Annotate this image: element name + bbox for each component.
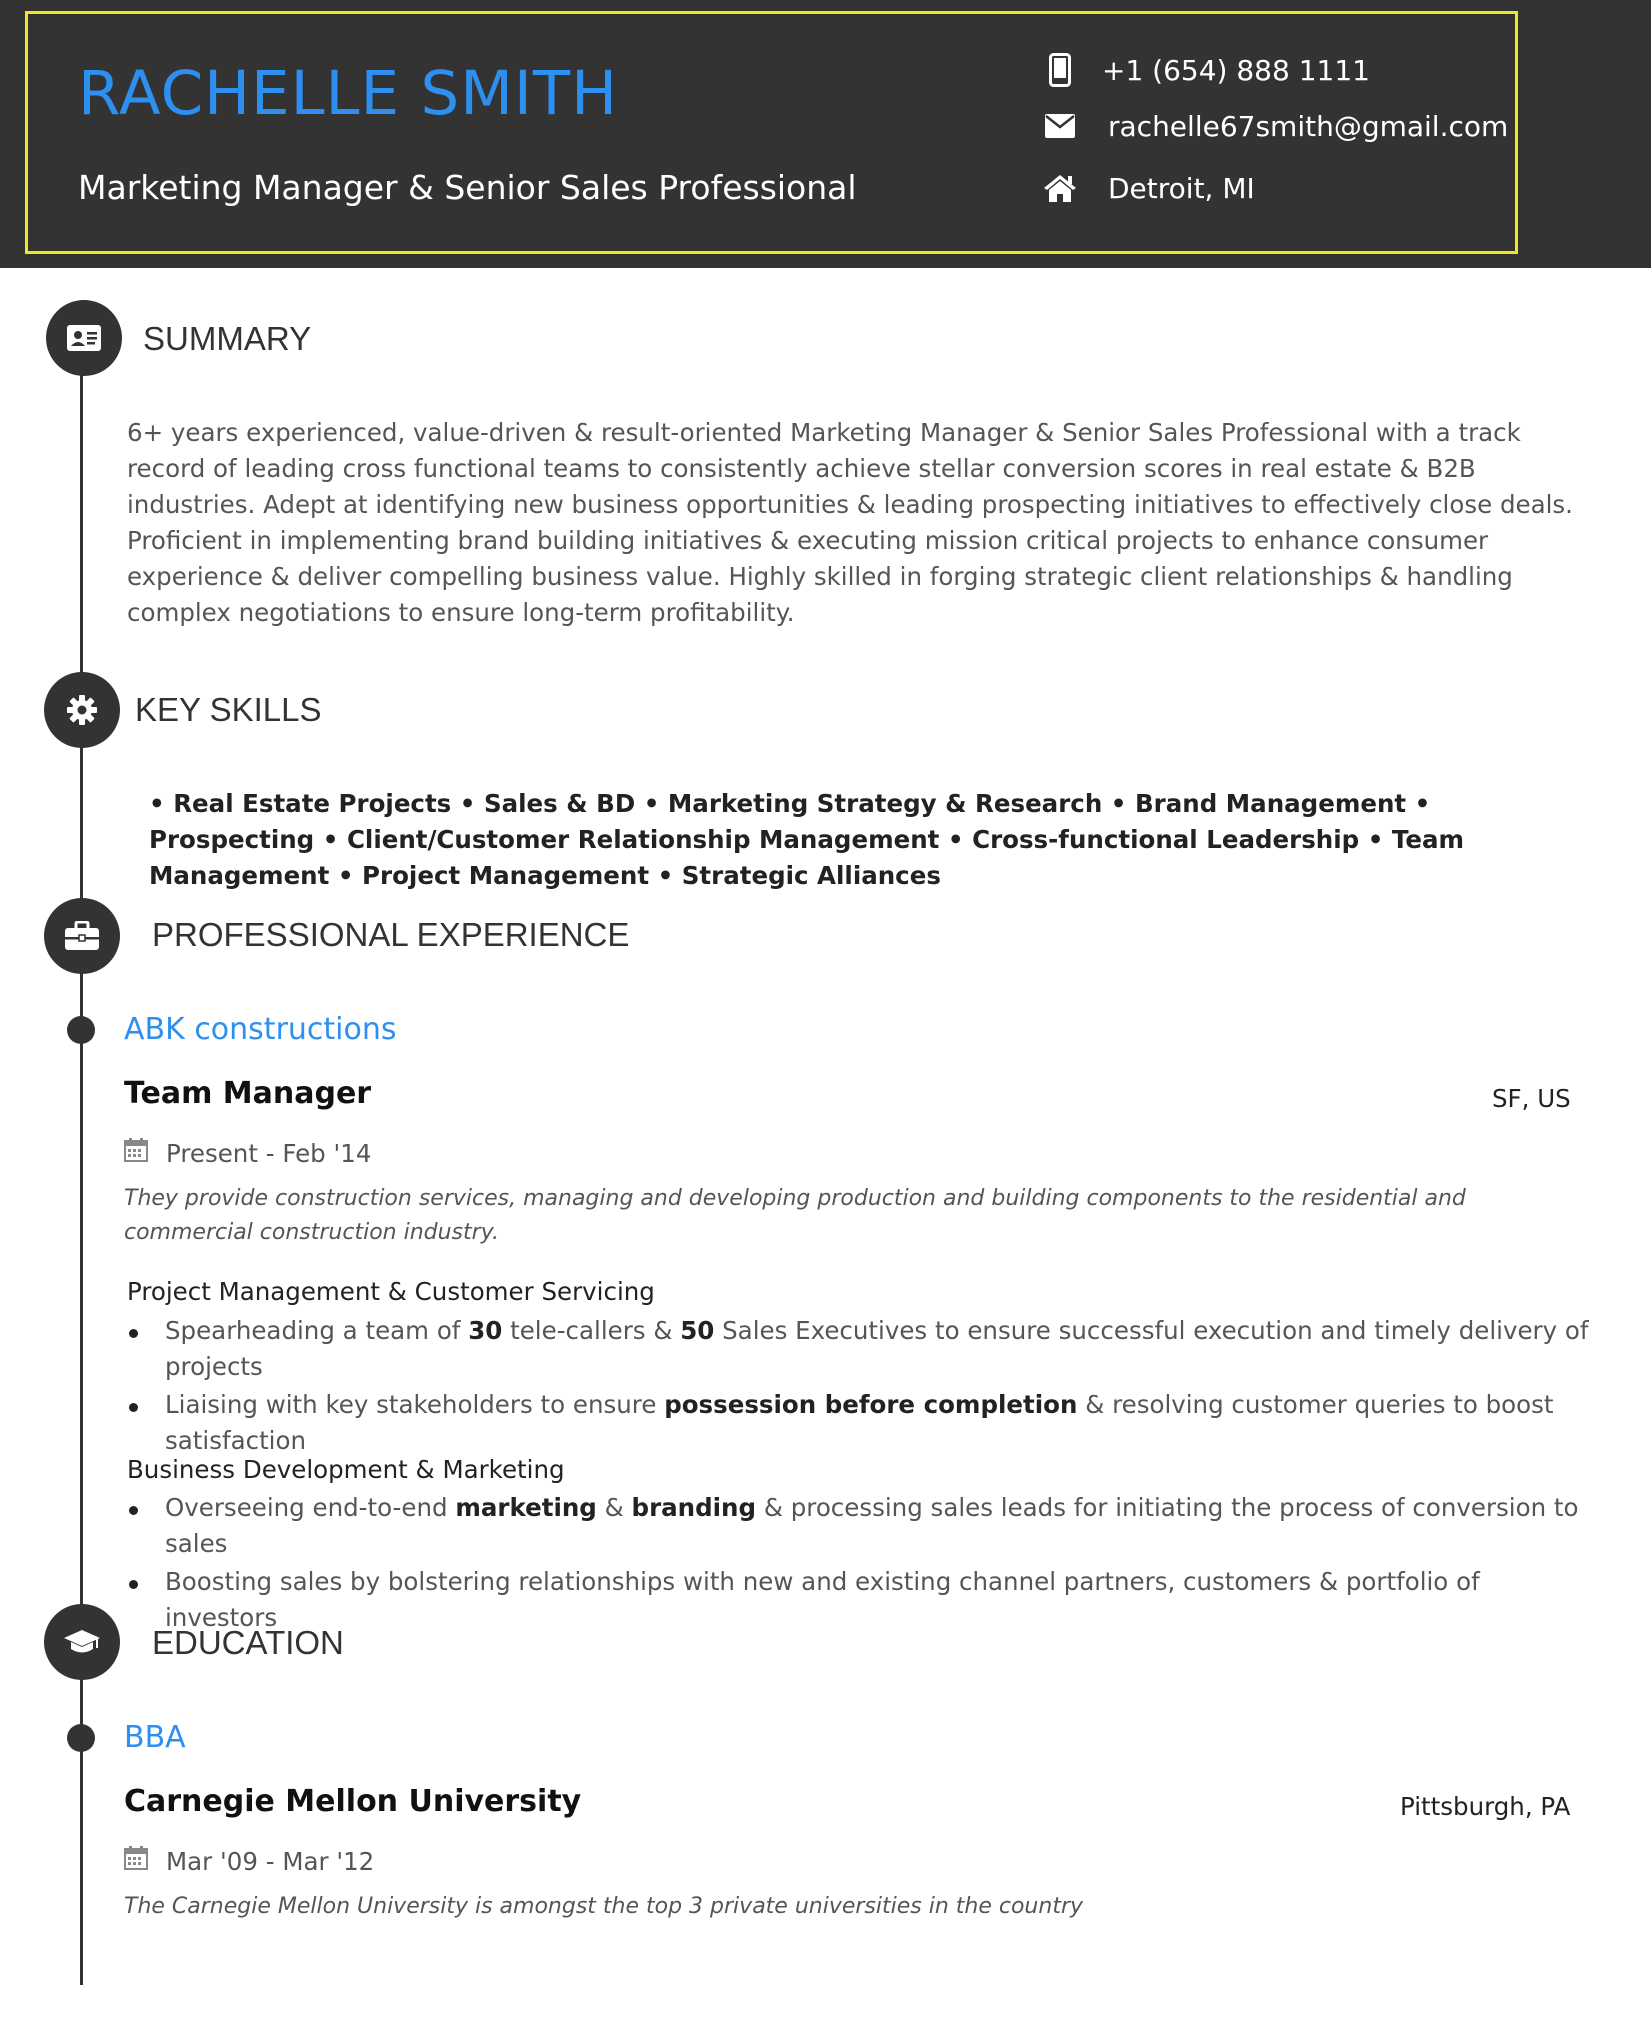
education-title: EDUCATION: [152, 1624, 344, 1661]
experience-title: PROFESSIONAL EXPERIENCE: [152, 916, 630, 953]
job-role: Team Manager: [124, 1076, 372, 1111]
calendar-icon: [124, 1138, 148, 1168]
contact-email-row: [1040, 104, 1508, 148]
list-item: Boosting sales by bolstering relationships with new and existing channel partners, customers & portfolio of investors: [127, 1564, 1597, 1636]
graduation-cap-icon: [44, 1604, 120, 1680]
skills-list: • Real Estate Projects • Sales & BD • Marketing Strategy & Research • Brand Management • Prospecting • Client/Customer Relationship Management • Cross-functional Leadership • Team Management • Project Management • Strategic Alliances: [149, 789, 1465, 890]
summary-title: SUMMARY: [143, 320, 312, 357]
contact-phone-row: [1040, 48, 1370, 92]
list-item: Overseeing end-to-end marketing & branding & processing sales leads for initiating the process of conversion to sales: [127, 1490, 1597, 1562]
company-name: ABK constructions: [124, 1012, 397, 1047]
envelope-icon: [1040, 106, 1080, 146]
contact-location: Detroit, MI: [1108, 171, 1255, 205]
responsibility-heading: Project Management & Customer Servicing: [127, 1277, 655, 1306]
degree-name: BBA: [124, 1720, 186, 1755]
school-description: The Carnegie Mellon University is amongst the top 3 private universities in the country: [124, 1894, 1084, 1919]
list-item: Liaising with key stakeholders to ensure possession before completion & resolving customer queries to boost satisfaction: [127, 1387, 1597, 1459]
briefcase-icon: [44, 898, 120, 974]
timeline-dot: [67, 1016, 95, 1044]
education-dates-row: [124, 1846, 374, 1876]
resume-header: [0, 0, 1651, 268]
contact-location-row: [1040, 166, 1255, 210]
candidate-name: RACHELLE SMITH: [78, 58, 618, 129]
job-location: SF, US: [1492, 1084, 1571, 1113]
list-item: Spearheading a team of 30 tele-callers & 50 Sales Executives to ensure successful execution and timely delivery of projects: [127, 1313, 1597, 1385]
gear-icon: [44, 672, 120, 748]
job-dates-row: [124, 1138, 371, 1168]
calendar-icon: [124, 1846, 148, 1876]
contact-phone: +1 (654) 888 1111: [1102, 53, 1370, 87]
school-name: Carnegie Mellon University: [124, 1784, 582, 1819]
skills-title: KEY SKILLS: [135, 691, 322, 728]
candidate-subtitle: Marketing Manager & Senior Sales Professional: [78, 168, 857, 207]
school-location: Pittsburgh, PA: [1400, 1792, 1571, 1821]
home-icon: [1040, 168, 1080, 208]
company-description: They provide construction services, managing and developing production and building components to the residential and commercial construction industry.: [124, 1186, 1466, 1245]
phone-icon: [1040, 50, 1080, 90]
timeline-dot: [67, 1724, 95, 1752]
responsibility-heading: Business Development & Marketing: [127, 1455, 565, 1484]
responsibility-list: [127, 1490, 1597, 1638]
responsibility-list: [127, 1313, 1597, 1461]
job-dates: Present - Feb '14: [166, 1138, 372, 1168]
education-dates: Mar '09 - Mar '12: [166, 1846, 375, 1876]
id-card-icon: [46, 300, 122, 376]
summary-text: 6+ years experienced, value-driven & result-oriented Marketing Manager & Senior Sales Professional with a track record of leading cross functional teams to consistently achieve stellar conversion scores in real estate & B2B industries. Adept at identifying new business opportunities & leading prospecting initiatives to effectively close deals. Proficient in implementing brand building initiatives & executing mission critical projects to enhance consumer experience & deliver compelling business value. Highly skilled in forging strategic client relationships & handling complex negotiations to ensure long-term profitability.: [127, 418, 1573, 627]
contact-email: rachelle67smith@gmail.com: [1108, 109, 1509, 143]
